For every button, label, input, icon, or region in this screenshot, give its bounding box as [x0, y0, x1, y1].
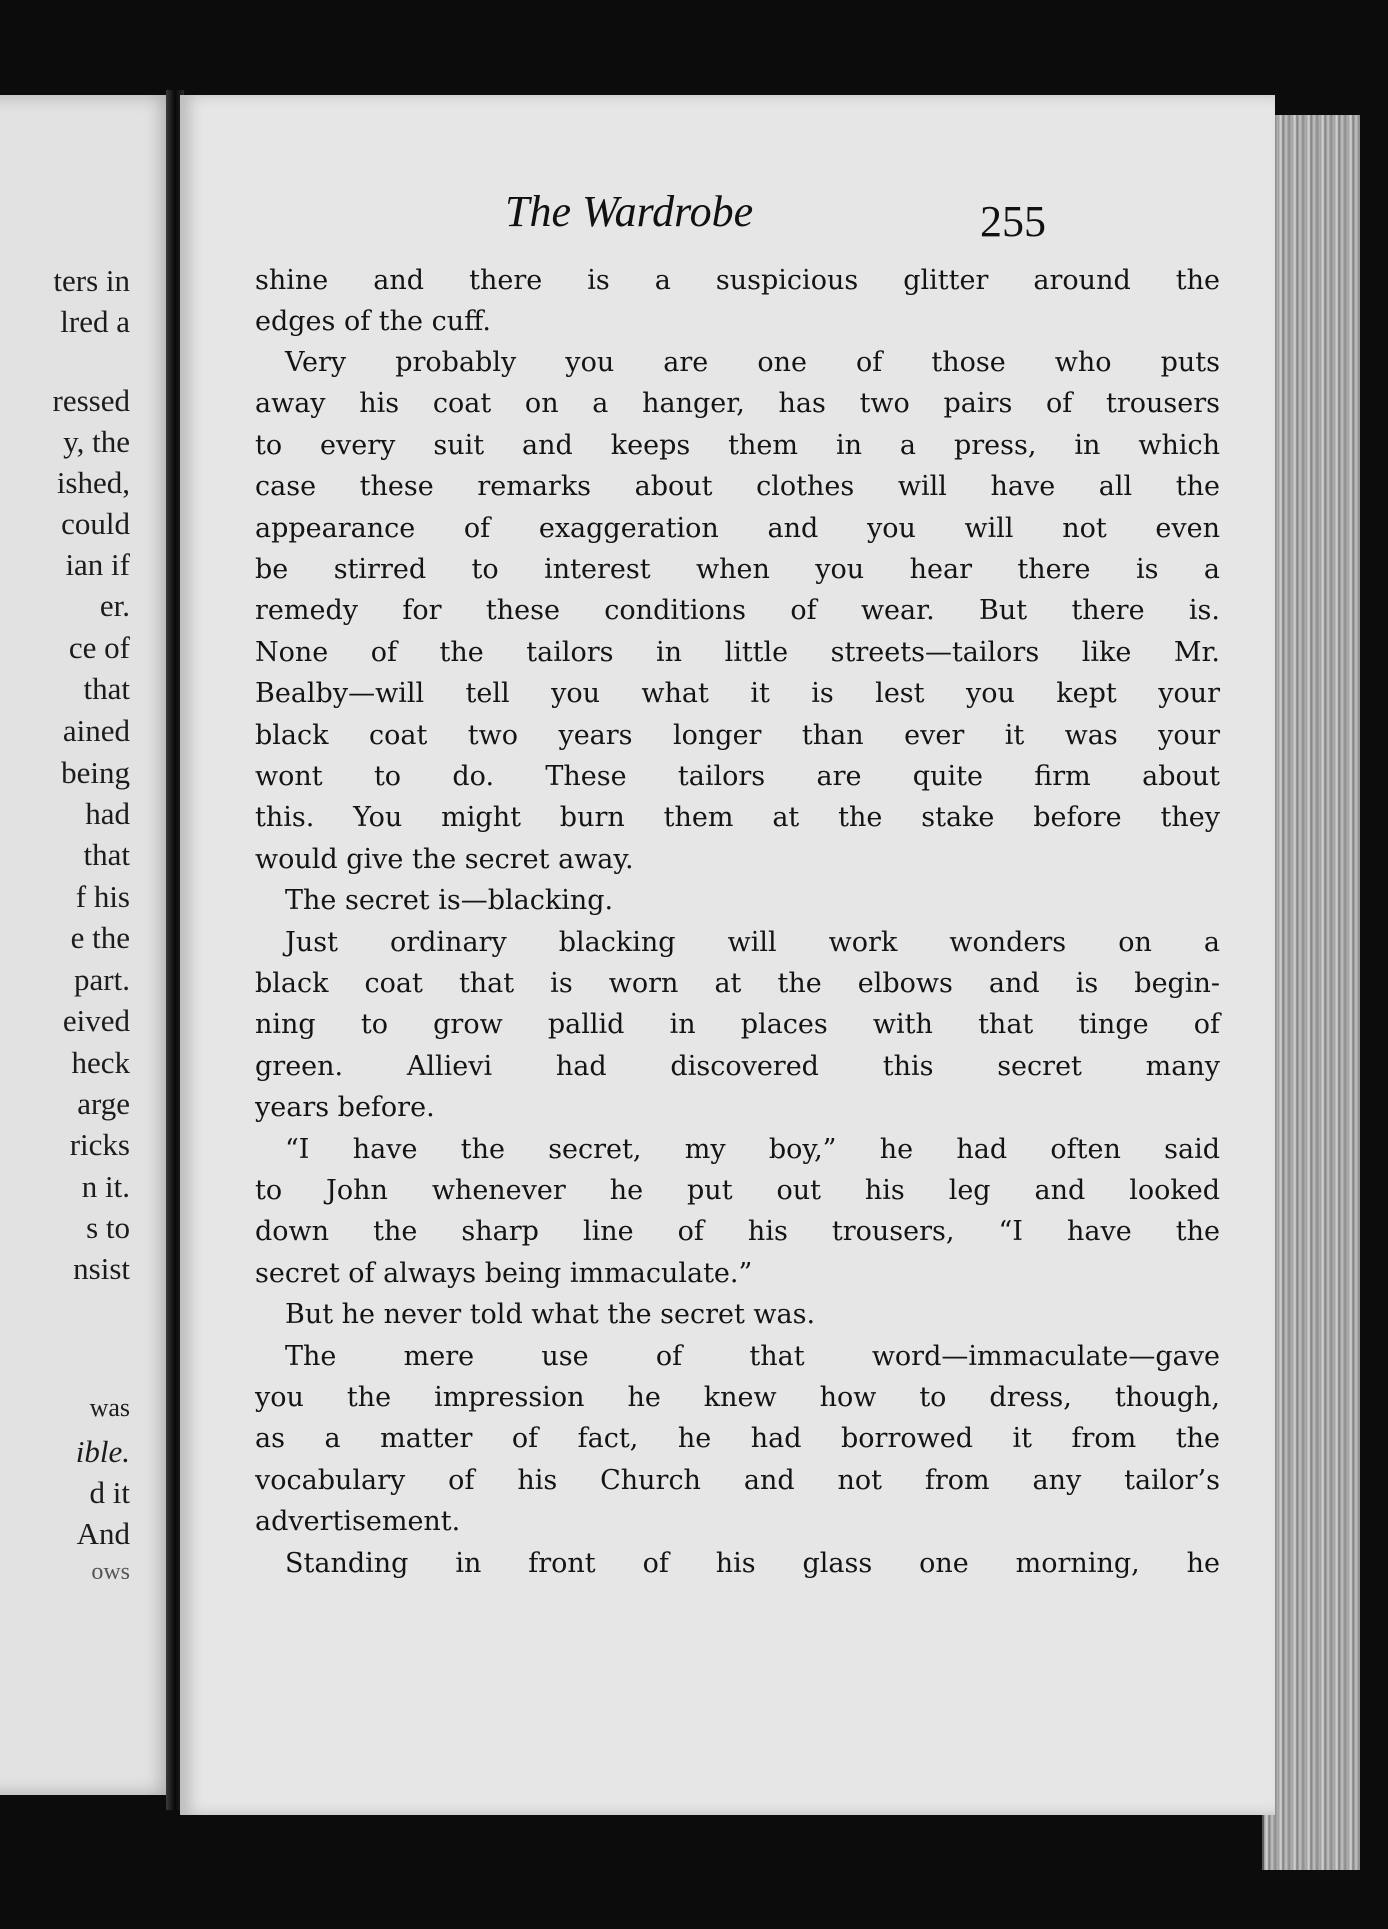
text-line: Standing in front of his glass one morning, he: [285, 1548, 1220, 1579]
text-line: away his coat on a hanger, has two pairs of trousers: [255, 388, 1220, 419]
page-number: 255: [980, 197, 1046, 246]
text-line: green. Allievi had discovered this secret many: [255, 1051, 1220, 1082]
text-line: wont to do. These tailors are quite firm about: [255, 761, 1220, 792]
left-page-fragment: lred a: [60, 304, 130, 339]
text-line: vocabulary of his Church and not from any tailor’s: [255, 1465, 1220, 1496]
text-line: Bealby—will tell you what it is lest you kept your: [255, 678, 1220, 709]
text-line: appearance of exaggeration and you will not even: [255, 513, 1220, 544]
text-line: you the impression he knew how to dress, though,: [255, 1382, 1220, 1413]
text-line: Just ordinary blacking will work wonders on a: [285, 927, 1220, 958]
left-page-fragment: that: [83, 671, 130, 706]
left-page-fragment: e the: [70, 920, 130, 955]
text-line: shine and there is a suspicious glitter around the: [255, 265, 1220, 296]
text-line: to John whenever he put out his leg and looked: [255, 1175, 1220, 1206]
left-page-fragment: ressed: [52, 383, 130, 418]
text-line: The secret is—blacking.: [285, 885, 614, 916]
left-page-fragment: ian if: [65, 547, 130, 582]
left-page-fragment: ricks: [69, 1127, 130, 1162]
text-line: black coat two years longer than ever it was your: [255, 720, 1220, 751]
left-page-fragment: er.: [99, 588, 130, 623]
left-page-fragment: And: [76, 1516, 130, 1551]
text-line: this. You might burn them at the stake before they: [255, 802, 1220, 833]
left-page-fragment: that: [83, 837, 130, 872]
left-page-fragment: n it.: [81, 1169, 130, 1204]
text-line: case these remarks about clothes will have all the: [255, 471, 1220, 502]
left-page-fragment: being: [61, 755, 130, 790]
text-line: The mere use of that word—immaculate—gave: [285, 1341, 1220, 1372]
text-line: be stirred to interest when you hear there is a: [255, 554, 1220, 585]
left-page-fragment: could: [61, 506, 130, 541]
previous-page: [0, 95, 170, 1795]
text-line: Very probably you are one of those who puts: [285, 347, 1220, 378]
text-line: black coat that is worn at the elbows and is begin-: [255, 968, 1220, 999]
text-line: would give the secret away.: [255, 844, 634, 875]
text-line: ning to grow pallid in places with that tinge of: [255, 1009, 1220, 1040]
text-line: But he never told what the secret was.: [285, 1299, 816, 1330]
left-page-fragment: nsist: [73, 1251, 130, 1286]
current-page: [180, 95, 1275, 1815]
left-page-fragment: ce of: [68, 630, 130, 665]
running-title: The Wardrobe: [505, 187, 754, 236]
left-page-fragment: arge: [77, 1086, 130, 1121]
left-page-fragment: eived: [62, 1003, 130, 1038]
text-line: None of the tailors in little streets—tailors like Mr.: [255, 637, 1220, 668]
text-line: “I have the secret, my boy,” he had often said: [285, 1134, 1220, 1165]
left-page-fragment: s to: [86, 1210, 130, 1245]
text-line: to every suit and keeps them in a press, in which: [255, 430, 1220, 461]
left-page-fragment: f his: [75, 879, 130, 914]
left-page-fragment: part.: [74, 962, 130, 997]
left-page-fragment: ters in: [53, 263, 130, 298]
text-line: advertisement.: [255, 1506, 461, 1537]
left-page-fragment: heck: [71, 1045, 130, 1080]
text-line: edges of the cuff.: [255, 306, 491, 337]
left-page-fragment: ained: [62, 713, 130, 748]
text-line: as a matter of fact, he had borrowed it from the: [255, 1423, 1220, 1454]
left-page-fragment: d it: [89, 1475, 130, 1510]
text-line: remedy for these conditions of wear. But there is.: [255, 595, 1220, 626]
left-page-fragment: y, the: [63, 424, 130, 459]
page-edges: [1262, 115, 1360, 1870]
left-page-fragment: ows: [91, 1559, 130, 1585]
text-line: secret of always being immaculate.”: [255, 1258, 753, 1289]
text-line: down the sharp line of his trousers, “I have the: [255, 1216, 1220, 1247]
left-page-fragment: ible.: [75, 1434, 130, 1469]
left-page-fragment: was: [89, 1393, 130, 1422]
text-line: years before.: [255, 1092, 435, 1123]
left-page-fragment: had: [85, 796, 130, 831]
left-page-fragment: ished,: [56, 465, 130, 500]
